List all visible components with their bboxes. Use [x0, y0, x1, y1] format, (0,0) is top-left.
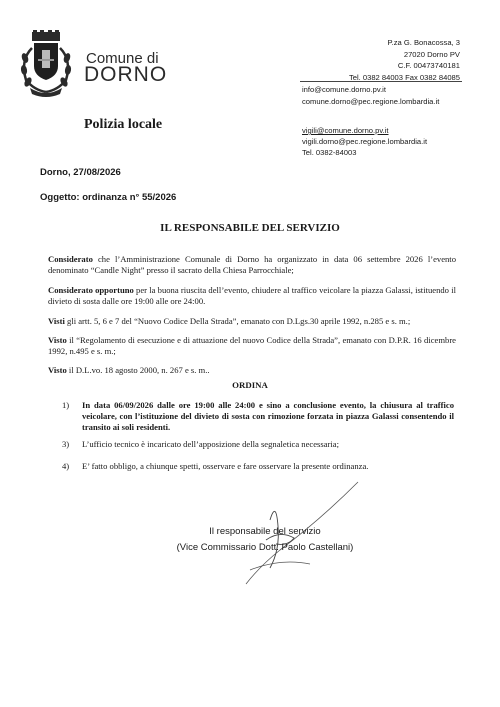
paragraph-considerato	[48, 254, 456, 276]
paragraph-visto-regolamento	[48, 335, 456, 357]
paragraph-lead: Considerato opportuno	[48, 285, 134, 295]
email-info[interactable]: info@comune.dorno.pv.it	[302, 85, 386, 94]
item-text: E’ fatto obbligo, a chiunque spetti, osservare e fare osservare la presente ordinanza.	[82, 461, 369, 471]
signatory-role: (Vice Commissario Dott. Paolo Castellani)	[176, 542, 354, 553]
department-title: Polizia locale	[84, 117, 163, 132]
address-city: 27020 Dorno PV	[403, 49, 460, 59]
municipal-crest-icon	[16, 30, 76, 98]
paragraph-text: per la buona riuscita dell’evento, chiudere al traffico veicolare la piazza Galassi, istituendo il divieto di sosta dalle ore 19:00 alle ore 24:00.	[48, 285, 456, 306]
department-contacts	[302, 125, 427, 158]
comune-name: DORNO	[84, 63, 168, 86]
paragraph-visto-dlvo	[48, 365, 456, 376]
item-number: 4)	[62, 461, 70, 471]
phone-vigili: Tel. 0382-84003	[302, 148, 357, 157]
paragraph-text: che l’Amministrazione Comunale di Dorno ha organizzato in data 06 settembre 2026 l’evento denominato “Candle Night” presso il sacrato della Chiesa Parrocchiale;	[48, 254, 456, 275]
address-phone-fax: Tel. 0382 84003 Fax 0382 84085	[348, 72, 460, 82]
comune-emails	[302, 84, 439, 108]
ordina-heading: ORDINA	[232, 380, 268, 390]
email-vigili[interactable]: vigili@comune.dorno.pv.it	[302, 126, 389, 135]
paragraph-lead: Considerato	[48, 254, 93, 264]
paragraph-text: il “Regolamento di esecuzione e di attuazione del nuovo Codice della Strada”, emanato con D.P.R. 16 dicembre 1992, n.495 e s. m.;	[48, 335, 456, 356]
item-text: In data 06/09/2026 dalle ore 19:00 alle 24:00 e sino a conclusione evento, la chiusura al traffico veicolare, con l’istituzione del divieto di sosta con rimozione forzata in piazza Galassi consentendo il transito ai soli residenti.	[82, 400, 454, 432]
paragraph-lead: Visti	[48, 316, 65, 326]
signatory-title: Il responsabile del servizio	[209, 526, 321, 537]
address-block	[349, 37, 460, 83]
paragraph-considerato-opportuno	[48, 285, 456, 307]
document-heading: IL RESPONSABILE DEL SERVIZIO	[160, 222, 340, 234]
address-street: P.za G. Bonacossa, 3	[387, 38, 460, 47]
item-number: 3)	[62, 439, 70, 449]
paragraph-visti	[48, 316, 456, 327]
document-date: Dorno, 27/08/2026	[40, 167, 121, 178]
email-pec[interactable]: comune.dorno@pec.regione.lombardia.it	[302, 97, 440, 106]
paragraph-text: gli artt. 5, 6 e 7 del “Nuovo Codice Della Strada”, emanato con D.Lgs.30 aprile 1992, n.285 e s. m.;	[64, 316, 411, 326]
paragraph-lead: Visto	[48, 335, 67, 345]
paragraph-text: il D.L.vo. 18 agosto 2000, n. 267 e s. m..	[66, 365, 210, 375]
ordinance-item	[62, 439, 462, 453]
document-subject: Oggetto: ordinanza n° 55/2026	[40, 192, 177, 203]
email-vigili-pec[interactable]: vigili.dorno@pec.regione.lombardia.it	[302, 137, 428, 146]
paragraph-lead: Visto	[48, 365, 67, 375]
ordinance-item	[62, 461, 462, 475]
item-text: L’ufficio tecnico è incaricato dell’apposizione della segnaletica necessaria;	[82, 439, 339, 449]
comune-label: Comune di	[86, 50, 159, 67]
ordinance-item	[62, 400, 462, 440]
header-divider	[300, 81, 462, 82]
address-tax-code: C.F. 00473740181	[397, 61, 460, 70]
item-number: 1)	[62, 400, 70, 410]
